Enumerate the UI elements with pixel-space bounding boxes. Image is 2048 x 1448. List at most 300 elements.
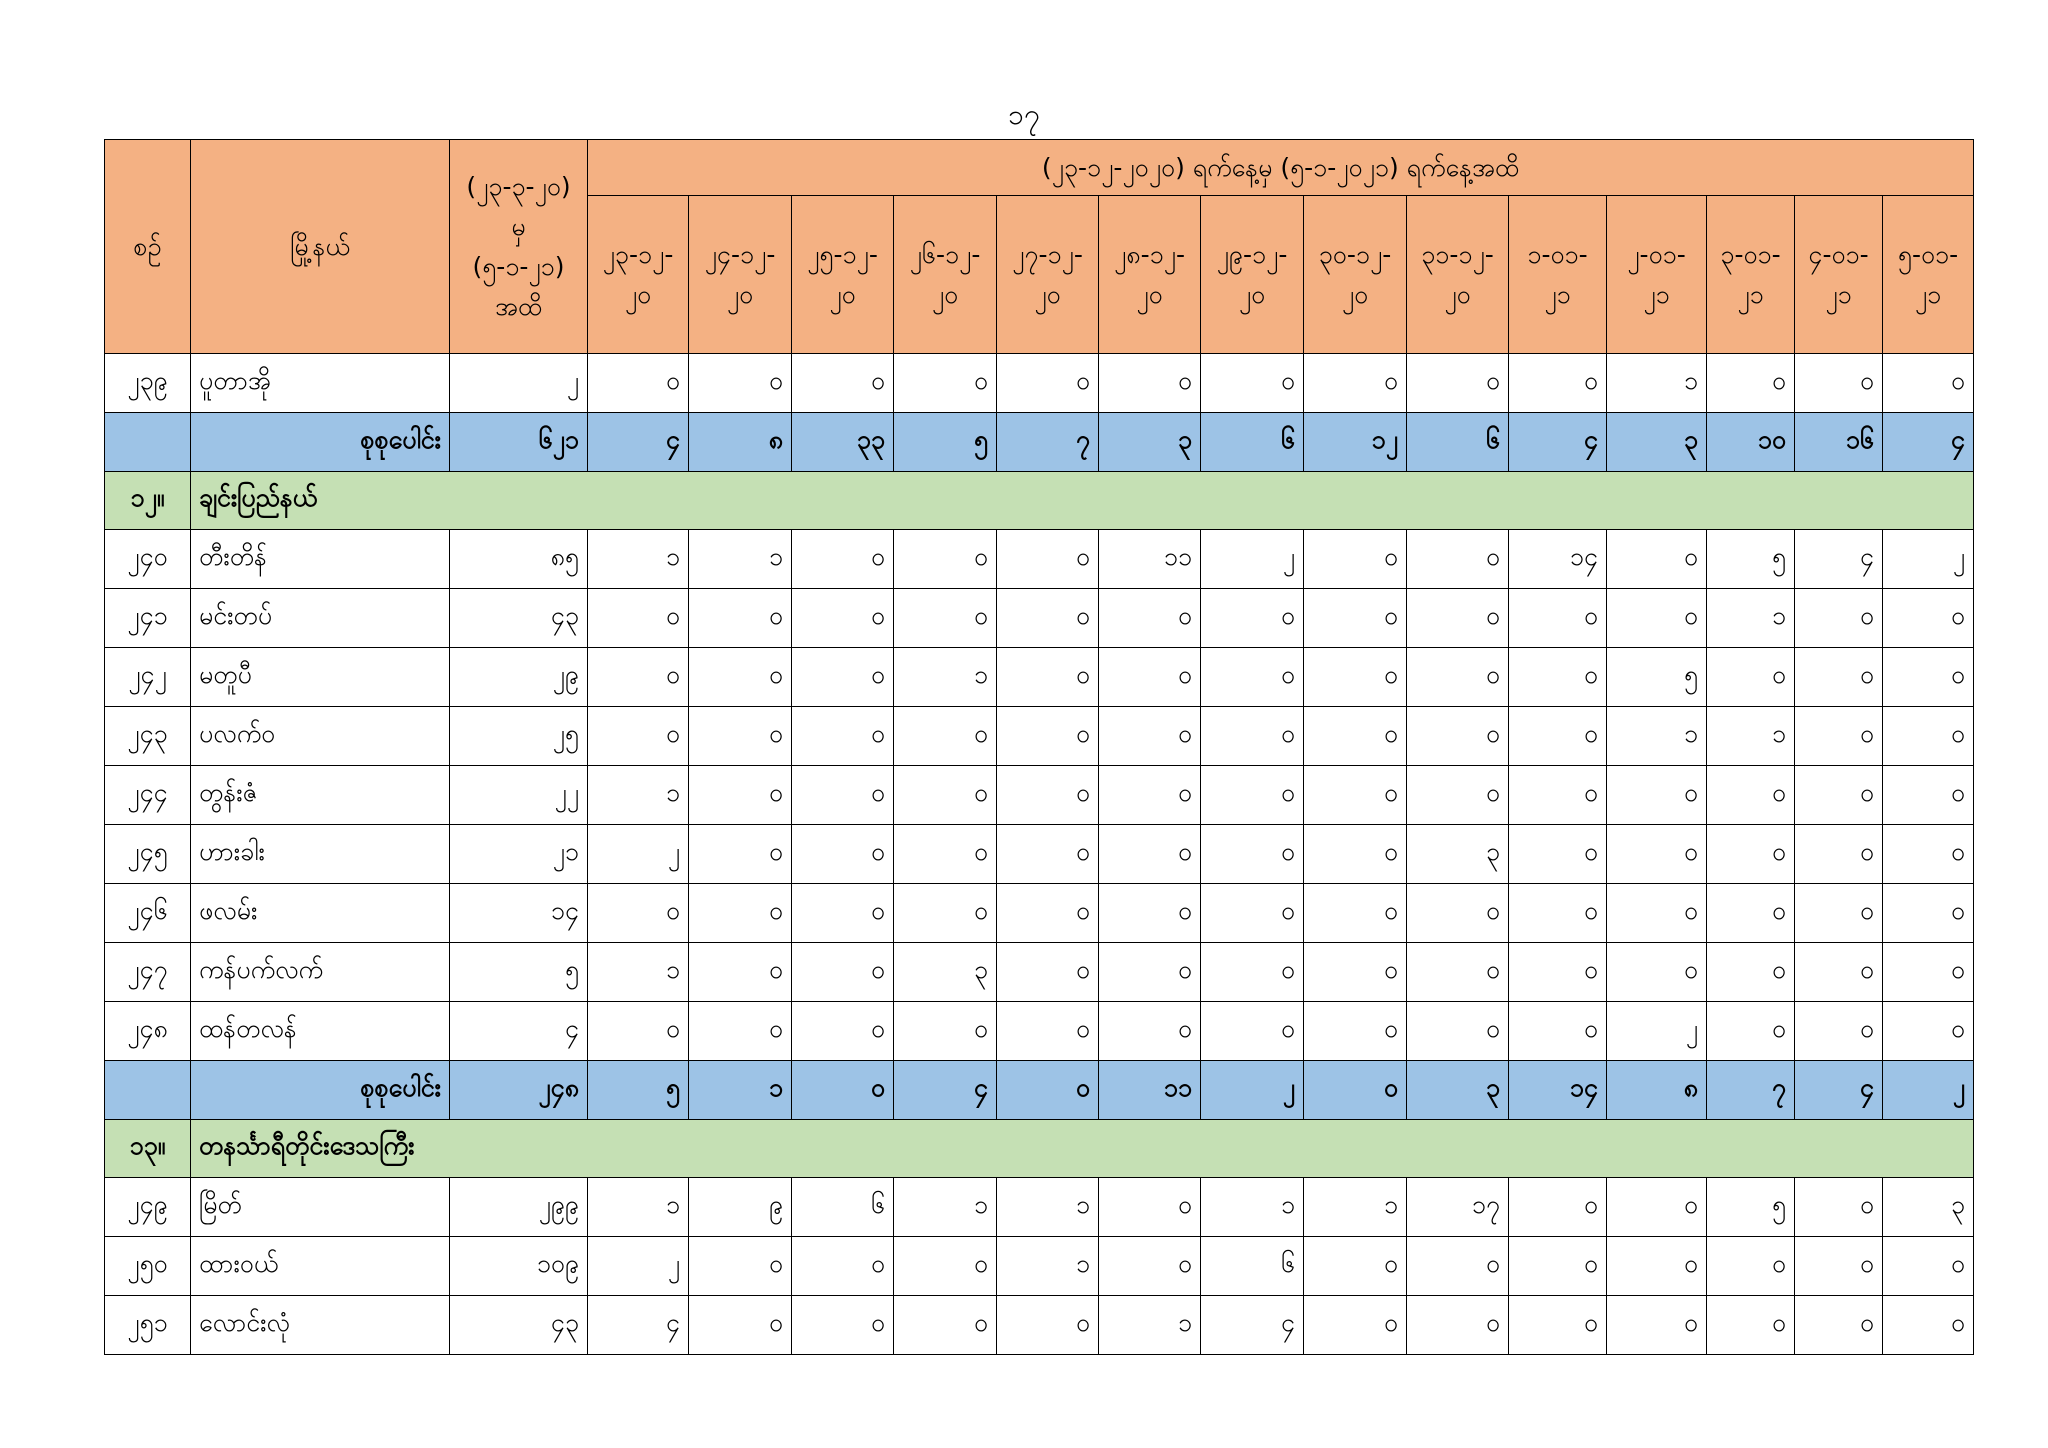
township-name: လောင်းလုံ <box>191 1296 450 1355</box>
township-name: ထားဝယ် <box>191 1237 450 1296</box>
daily-count: ၀ <box>1407 1002 1509 1061</box>
section-row <box>105 472 1974 530</box>
daily-count: ၁ <box>1201 1178 1304 1237</box>
daily-count: ၀ <box>1509 943 1607 1002</box>
total-daily-value: ၈ <box>689 413 792 472</box>
total-daily-value: ၃ <box>1099 413 1201 472</box>
daily-count: ၉ <box>689 1178 792 1237</box>
daily-count: ၀ <box>1883 766 1974 825</box>
header-date <box>1407 196 1509 354</box>
daily-count: ၀ <box>1795 766 1883 825</box>
total-daily-value: ၇ <box>997 413 1099 472</box>
total-daily-value: ၆ <box>1407 413 1509 472</box>
section-name: ချင်းပြည်နယ် <box>191 472 1974 530</box>
daily-count: ၁ <box>588 530 689 589</box>
header-date <box>1607 196 1707 354</box>
daily-count: ၀ <box>689 766 792 825</box>
table-header <box>105 140 1974 354</box>
total-daily-value: ၂ <box>1883 1061 1974 1120</box>
daily-count: ၀ <box>1795 589 1883 648</box>
daily-count: ၀ <box>997 825 1099 884</box>
header-date-line: ၂၀ <box>726 279 754 309</box>
daily-count: ၀ <box>1707 1237 1795 1296</box>
section-index: ၁၃။ <box>105 1120 191 1178</box>
daily-count: ၀ <box>1509 1237 1607 1296</box>
total-daily-value: ၀ <box>997 1061 1099 1120</box>
daily-count: ၀ <box>894 766 997 825</box>
daily-count: ၀ <box>792 1296 894 1355</box>
table-row <box>105 766 1974 825</box>
header-date-line: ၂၀ <box>1238 279 1266 309</box>
daily-count: ၅ <box>1707 1178 1795 1237</box>
header-date-line: ၂၀ <box>1341 279 1369 309</box>
cumulative-count: ၂၉ <box>450 648 588 707</box>
daily-count: ၀ <box>1099 354 1201 413</box>
table-row <box>105 943 1974 1002</box>
total-daily-value: ၄ <box>894 1061 997 1120</box>
daily-count: ၀ <box>1607 1237 1707 1296</box>
daily-count: ၀ <box>1304 1296 1407 1355</box>
daily-count: ၁ <box>997 1237 1099 1296</box>
daily-count: ၀ <box>1509 589 1607 648</box>
header-date <box>997 196 1099 354</box>
township-name: ပလက်ဝ <box>191 707 450 766</box>
daily-count: ၀ <box>1407 530 1509 589</box>
table-row <box>105 1296 1974 1355</box>
daily-count: ၀ <box>1883 1296 1974 1355</box>
row-index: ၂၄၄ <box>105 766 191 825</box>
daily-count: ၀ <box>1707 1296 1795 1355</box>
daily-count: ၁ <box>894 1178 997 1237</box>
daily-count: ၂ <box>1201 530 1304 589</box>
total-daily-value: ၃၃ <box>792 413 894 472</box>
table-body <box>105 354 1974 1355</box>
row-index: ၂၄၉ <box>105 1178 191 1237</box>
daily-count: ၃ <box>1407 825 1509 884</box>
daily-count: ၀ <box>894 1237 997 1296</box>
daily-count: ၁၁ <box>1099 530 1201 589</box>
section-index: ၁၂။ <box>105 472 191 530</box>
daily-count: ၁ <box>689 530 792 589</box>
table-row <box>105 884 1974 943</box>
daily-count: ၁ <box>1304 1178 1407 1237</box>
total-daily-value: ၂ <box>1201 1061 1304 1120</box>
header-date <box>1509 196 1607 354</box>
daily-count: ၀ <box>1509 884 1607 943</box>
daily-count: ၀ <box>1795 707 1883 766</box>
total-daily-value: ၁၄ <box>1509 1061 1607 1120</box>
daily-count: ၀ <box>1795 825 1883 884</box>
row-index: ၂၃၉ <box>105 354 191 413</box>
daily-count: ၀ <box>1795 1002 1883 1061</box>
total-cumulative: ၆၂၁ <box>450 413 588 472</box>
total-index <box>105 413 191 472</box>
daily-count: ၀ <box>1407 884 1509 943</box>
daily-count: ၀ <box>588 354 689 413</box>
covid-township-table <box>104 139 1974 1355</box>
daily-count: ၀ <box>1304 530 1407 589</box>
total-daily-value: ၇ <box>1707 1061 1795 1120</box>
daily-count: ၀ <box>997 648 1099 707</box>
township-name: တီးတိန် <box>191 530 450 589</box>
header-date-line: ၂၁ <box>1544 279 1571 309</box>
township-name: မြိတ် <box>191 1178 450 1237</box>
row-index: ၂၄၂ <box>105 648 191 707</box>
daily-count: ၀ <box>997 589 1099 648</box>
daily-count: ၀ <box>1795 354 1883 413</box>
daily-count: ၀ <box>1707 354 1795 413</box>
section-name: တနင်္သာရီတိုင်းဒေသကြီး <box>191 1120 1974 1178</box>
daily-count: ၀ <box>588 648 689 707</box>
daily-count: ၀ <box>689 648 792 707</box>
header-date-line: ၅-၀၁- <box>1897 239 1959 269</box>
header-date <box>1707 196 1795 354</box>
cumulative-count: ၂၁ <box>450 825 588 884</box>
cumulative-count: ၂၂ <box>450 766 588 825</box>
total-daily-value: ၁ <box>689 1061 792 1120</box>
daily-count: ၀ <box>1607 825 1707 884</box>
daily-count: ၀ <box>689 825 792 884</box>
daily-count: ၀ <box>792 648 894 707</box>
daily-count: ၀ <box>1304 884 1407 943</box>
daily-count: ၀ <box>689 1296 792 1355</box>
daily-count: ၀ <box>1883 1237 1974 1296</box>
daily-count: ၀ <box>894 1002 997 1061</box>
daily-count: ၀ <box>1099 1002 1201 1061</box>
daily-count: ၀ <box>1883 648 1974 707</box>
header-date <box>588 196 689 354</box>
daily-count: ၀ <box>792 884 894 943</box>
daily-count: ၀ <box>1607 530 1707 589</box>
header-date <box>1795 196 1883 354</box>
daily-count: ၀ <box>1795 884 1883 943</box>
daily-count: ၀ <box>1707 766 1795 825</box>
header-date-line: ၂၀ <box>829 279 856 309</box>
header-date <box>1883 196 1974 354</box>
daily-count: ၀ <box>1407 943 1509 1002</box>
daily-count: ၀ <box>689 354 792 413</box>
table-row <box>105 825 1974 884</box>
header-date-line: ၂-၀၁- <box>1627 239 1686 269</box>
header-date-line: ၂၁ <box>1643 279 1670 309</box>
daily-count: ၀ <box>894 589 997 648</box>
daily-count: ၀ <box>1795 648 1883 707</box>
daily-count: ၀ <box>1883 884 1974 943</box>
daily-count: ၀ <box>1201 766 1304 825</box>
daily-count: ၀ <box>1509 707 1607 766</box>
daily-count: ၆ <box>792 1178 894 1237</box>
daily-count: ၀ <box>1607 766 1707 825</box>
daily-count: ၀ <box>588 707 689 766</box>
header-date-line: ၁-၀၁- <box>1527 239 1588 269</box>
daily-count: ၀ <box>1607 1296 1707 1355</box>
header-date <box>894 196 997 354</box>
header-date-line: ၂၀ <box>1136 279 1163 309</box>
daily-count: ၁ <box>588 766 689 825</box>
daily-count: ၀ <box>1607 884 1707 943</box>
daily-count: ၀ <box>1304 1002 1407 1061</box>
daily-count: ၁၄ <box>1509 530 1607 589</box>
daily-count: ၀ <box>1707 648 1795 707</box>
daily-count: ၀ <box>689 589 792 648</box>
daily-count: ၀ <box>1099 648 1201 707</box>
table-row <box>105 589 1974 648</box>
daily-count: ၀ <box>588 1002 689 1061</box>
daily-count: ၀ <box>1304 766 1407 825</box>
header-date-line: ၄-၀၁- <box>1808 239 1869 269</box>
total-daily-value: ၃ <box>1607 413 1707 472</box>
total-label: စုစုပေါင်း <box>191 1061 450 1120</box>
daily-count: ၂ <box>588 825 689 884</box>
total-daily-value: ၅ <box>894 413 997 472</box>
daily-count: ၀ <box>792 1237 894 1296</box>
daily-count: ၀ <box>1883 1002 1974 1061</box>
header-range-line: အထိ <box>494 291 543 321</box>
total-daily-value: ၈ <box>1607 1061 1707 1120</box>
daily-count: ၀ <box>1201 943 1304 1002</box>
daily-count: ၄ <box>1795 530 1883 589</box>
daily-count: ၀ <box>997 766 1099 825</box>
daily-count: ၀ <box>1304 589 1407 648</box>
daily-count: ၀ <box>997 707 1099 766</box>
daily-count: ၀ <box>1883 707 1974 766</box>
daily-count: ၀ <box>1707 825 1795 884</box>
header-date-line: ၂၇-၁၂- <box>1012 239 1083 269</box>
township-name: ပူတာအို <box>191 354 450 413</box>
row-index: ၂၄၅ <box>105 825 191 884</box>
daily-count: ၀ <box>997 354 1099 413</box>
daily-count: ၀ <box>1607 1178 1707 1237</box>
daily-count: ၀ <box>689 1002 792 1061</box>
total-index <box>105 1061 191 1120</box>
header-range <box>450 140 588 354</box>
daily-count: ၀ <box>1407 707 1509 766</box>
daily-count: ၀ <box>1509 354 1607 413</box>
header-date-line: ၂၆-၁၂- <box>909 239 981 269</box>
header-date-line: ၂၉-၁၂- <box>1216 239 1288 269</box>
cumulative-count: ၅ <box>450 943 588 1002</box>
daily-count: ၀ <box>1407 648 1509 707</box>
daily-count: ၀ <box>792 825 894 884</box>
daily-count: ၀ <box>1407 589 1509 648</box>
daily-count: ၄ <box>1201 1296 1304 1355</box>
daily-count: ၀ <box>1201 884 1304 943</box>
township-name: ထန်တလန် <box>191 1002 450 1061</box>
daily-count: ၀ <box>689 707 792 766</box>
header-date-line: ၂၀ <box>1444 279 1471 309</box>
section-row <box>105 1120 1974 1178</box>
header-date-line: ၃၀-၁၂- <box>1318 239 1392 269</box>
daily-count: ၅ <box>1607 648 1707 707</box>
total-daily-value: ၄ <box>1795 1061 1883 1120</box>
daily-count: ၀ <box>894 530 997 589</box>
daily-count: ၀ <box>1707 884 1795 943</box>
daily-count: ၀ <box>792 943 894 1002</box>
total-daily-value: ၁၆ <box>1795 413 1883 472</box>
daily-count: ၀ <box>1099 589 1201 648</box>
daily-count: ၀ <box>1795 1178 1883 1237</box>
daily-count: ၀ <box>1509 1178 1607 1237</box>
daily-count: ၀ <box>1304 707 1407 766</box>
total-daily-value: ၄ <box>588 413 689 472</box>
daily-count: ၀ <box>1201 825 1304 884</box>
daily-count: ၁ <box>1099 1296 1201 1355</box>
table-row <box>105 1237 1974 1296</box>
township-name: ဖလမ်း <box>191 884 450 943</box>
daily-count: ၆ <box>1201 1237 1304 1296</box>
daily-count: ၀ <box>1883 825 1974 884</box>
daily-count: ၀ <box>792 1002 894 1061</box>
daily-count: ၀ <box>894 884 997 943</box>
row-index: ၂၅၀ <box>105 1237 191 1296</box>
daily-count: ၁ <box>1607 707 1707 766</box>
daily-count: ၀ <box>1099 707 1201 766</box>
row-index: ၂၄၆ <box>105 884 191 943</box>
cumulative-count: ၁၀၉ <box>450 1237 588 1296</box>
daily-count: ၁ <box>1607 354 1707 413</box>
daily-count: ၀ <box>997 1296 1099 1355</box>
header-date-line: ၂၁ <box>1914 279 1942 309</box>
header-range-line: (၂၃-၃-၂၀) <box>466 171 571 201</box>
daily-count: ၀ <box>792 589 894 648</box>
daily-count: ၁ <box>997 1178 1099 1237</box>
table-row <box>105 648 1974 707</box>
total-row <box>105 1061 1974 1120</box>
header-date <box>1201 196 1304 354</box>
header-date-line: ၂၄-၁၂- <box>704 239 776 269</box>
cumulative-count: ၄၃ <box>450 1296 588 1355</box>
daily-count: ၀ <box>1607 589 1707 648</box>
cumulative-count: ၂၅ <box>450 707 588 766</box>
daily-count: ၀ <box>1304 354 1407 413</box>
page-number: ၁၇ <box>1008 98 1040 131</box>
table-row <box>105 530 1974 589</box>
daily-count: ၀ <box>1509 648 1607 707</box>
daily-count: ၀ <box>1201 354 1304 413</box>
daily-count: ၂ <box>588 1237 689 1296</box>
daily-count: ၀ <box>1707 943 1795 1002</box>
daily-count: ၀ <box>1099 884 1201 943</box>
daily-count: ၀ <box>1201 589 1304 648</box>
daily-count: ၀ <box>1201 707 1304 766</box>
total-daily-value: ၃ <box>1407 1061 1509 1120</box>
header-date-line: ၂၃-၁၂- <box>602 239 674 269</box>
header-date-line: ၂၈-၁၂- <box>1114 239 1185 269</box>
daily-count: ၀ <box>1795 1237 1883 1296</box>
daily-count: ၀ <box>1201 1002 1304 1061</box>
cumulative-count: ၄ <box>450 1002 588 1061</box>
daily-count: ၀ <box>1304 648 1407 707</box>
daily-count: ၂ <box>1607 1002 1707 1061</box>
cumulative-count: ၂၉၉ <box>450 1178 588 1237</box>
cumulative-count: ၄၃ <box>450 589 588 648</box>
daily-count: ၀ <box>1707 1002 1795 1061</box>
daily-count: ၀ <box>1201 648 1304 707</box>
header-date <box>792 196 894 354</box>
row-index: ၂၄၈ <box>105 1002 191 1061</box>
daily-count: ၀ <box>894 1296 997 1355</box>
daily-count: ၀ <box>1795 943 1883 1002</box>
daily-count: ၀ <box>588 884 689 943</box>
daily-count: ၀ <box>792 354 894 413</box>
header-date-line: ၂၀ <box>624 279 652 309</box>
total-daily-value: ၁၁ <box>1099 1061 1201 1120</box>
table-row <box>105 1002 1974 1061</box>
daily-count: ၀ <box>1407 766 1509 825</box>
daily-count: ၀ <box>1099 943 1201 1002</box>
daily-count: ၀ <box>894 707 997 766</box>
daily-count: ၀ <box>1099 1237 1201 1296</box>
daily-count: ၁ <box>1707 707 1795 766</box>
township-name: ဟားခါး <box>191 825 450 884</box>
daily-count: ၀ <box>1304 943 1407 1002</box>
total-daily-value: ၁၀ <box>1707 413 1795 472</box>
total-cumulative: ၂၄၈ <box>450 1061 588 1120</box>
header-date-line: ၃၁-၁၂- <box>1421 239 1494 269</box>
header-date-line: ၂၀ <box>931 279 959 309</box>
header-date <box>689 196 792 354</box>
daily-count: ၀ <box>1509 1002 1607 1061</box>
daily-count: ၀ <box>997 884 1099 943</box>
daily-count: ၅ <box>1707 530 1795 589</box>
daily-count: ၁၇ <box>1407 1178 1509 1237</box>
total-daily-value: ၆ <box>1201 413 1304 472</box>
header-range-line: မှ <box>511 211 526 241</box>
header-daily-group: (၂၃-၁၂-၂၀၂၀) ရက်နေ့မှ (၅-၁-၂၀၂၁) ရက်နေ့အထိ <box>588 140 1974 196</box>
row-index: ၂၅၁ <box>105 1296 191 1355</box>
daily-count: ၀ <box>1883 589 1974 648</box>
header-township: မြို့နယ် <box>191 140 450 354</box>
header-date-line: ၃-၀၁- <box>1720 239 1781 269</box>
daily-count: ၃ <box>894 943 997 1002</box>
total-label: စုစုပေါင်း <box>191 413 450 472</box>
daily-count: ၀ <box>997 1002 1099 1061</box>
township-name: မတူပီ <box>191 648 450 707</box>
township-name: တွန်းဇံ <box>191 766 450 825</box>
daily-count: ၄ <box>588 1296 689 1355</box>
header-date <box>1304 196 1407 354</box>
daily-count: ၀ <box>1795 1296 1883 1355</box>
daily-count: ၁ <box>588 943 689 1002</box>
daily-count: ၁ <box>1707 589 1795 648</box>
table-row <box>105 707 1974 766</box>
header-index: စဉ် <box>105 140 191 354</box>
header-range-line: (၅-၁-၂၁) <box>472 251 565 281</box>
daily-count: ၀ <box>792 707 894 766</box>
daily-count: ၀ <box>792 766 894 825</box>
total-daily-value: ၄ <box>1883 413 1974 472</box>
row-index: ၂၄၀ <box>105 530 191 589</box>
daily-count: ၀ <box>1304 1237 1407 1296</box>
daily-count: ၀ <box>997 530 1099 589</box>
daily-count: ၀ <box>1099 825 1201 884</box>
daily-count: ၀ <box>894 354 997 413</box>
header-date-line: ၂၅-၁၂- <box>807 239 878 269</box>
daily-count: ၀ <box>894 825 997 884</box>
daily-count: ၀ <box>1607 943 1707 1002</box>
cumulative-count: ၂ <box>450 354 588 413</box>
daily-count: ၀ <box>1509 1296 1607 1355</box>
daily-count: ၁ <box>588 1178 689 1237</box>
daily-count: ၀ <box>689 1237 792 1296</box>
daily-count: ၀ <box>689 943 792 1002</box>
row-index: ၂၄၁ <box>105 589 191 648</box>
daily-count: ၀ <box>1407 354 1509 413</box>
header-date-line: ၂၁ <box>1825 279 1852 309</box>
daily-count: ၀ <box>1407 1237 1509 1296</box>
daily-count: ၃ <box>1883 1178 1974 1237</box>
township-name: မင်းတပ် <box>191 589 450 648</box>
